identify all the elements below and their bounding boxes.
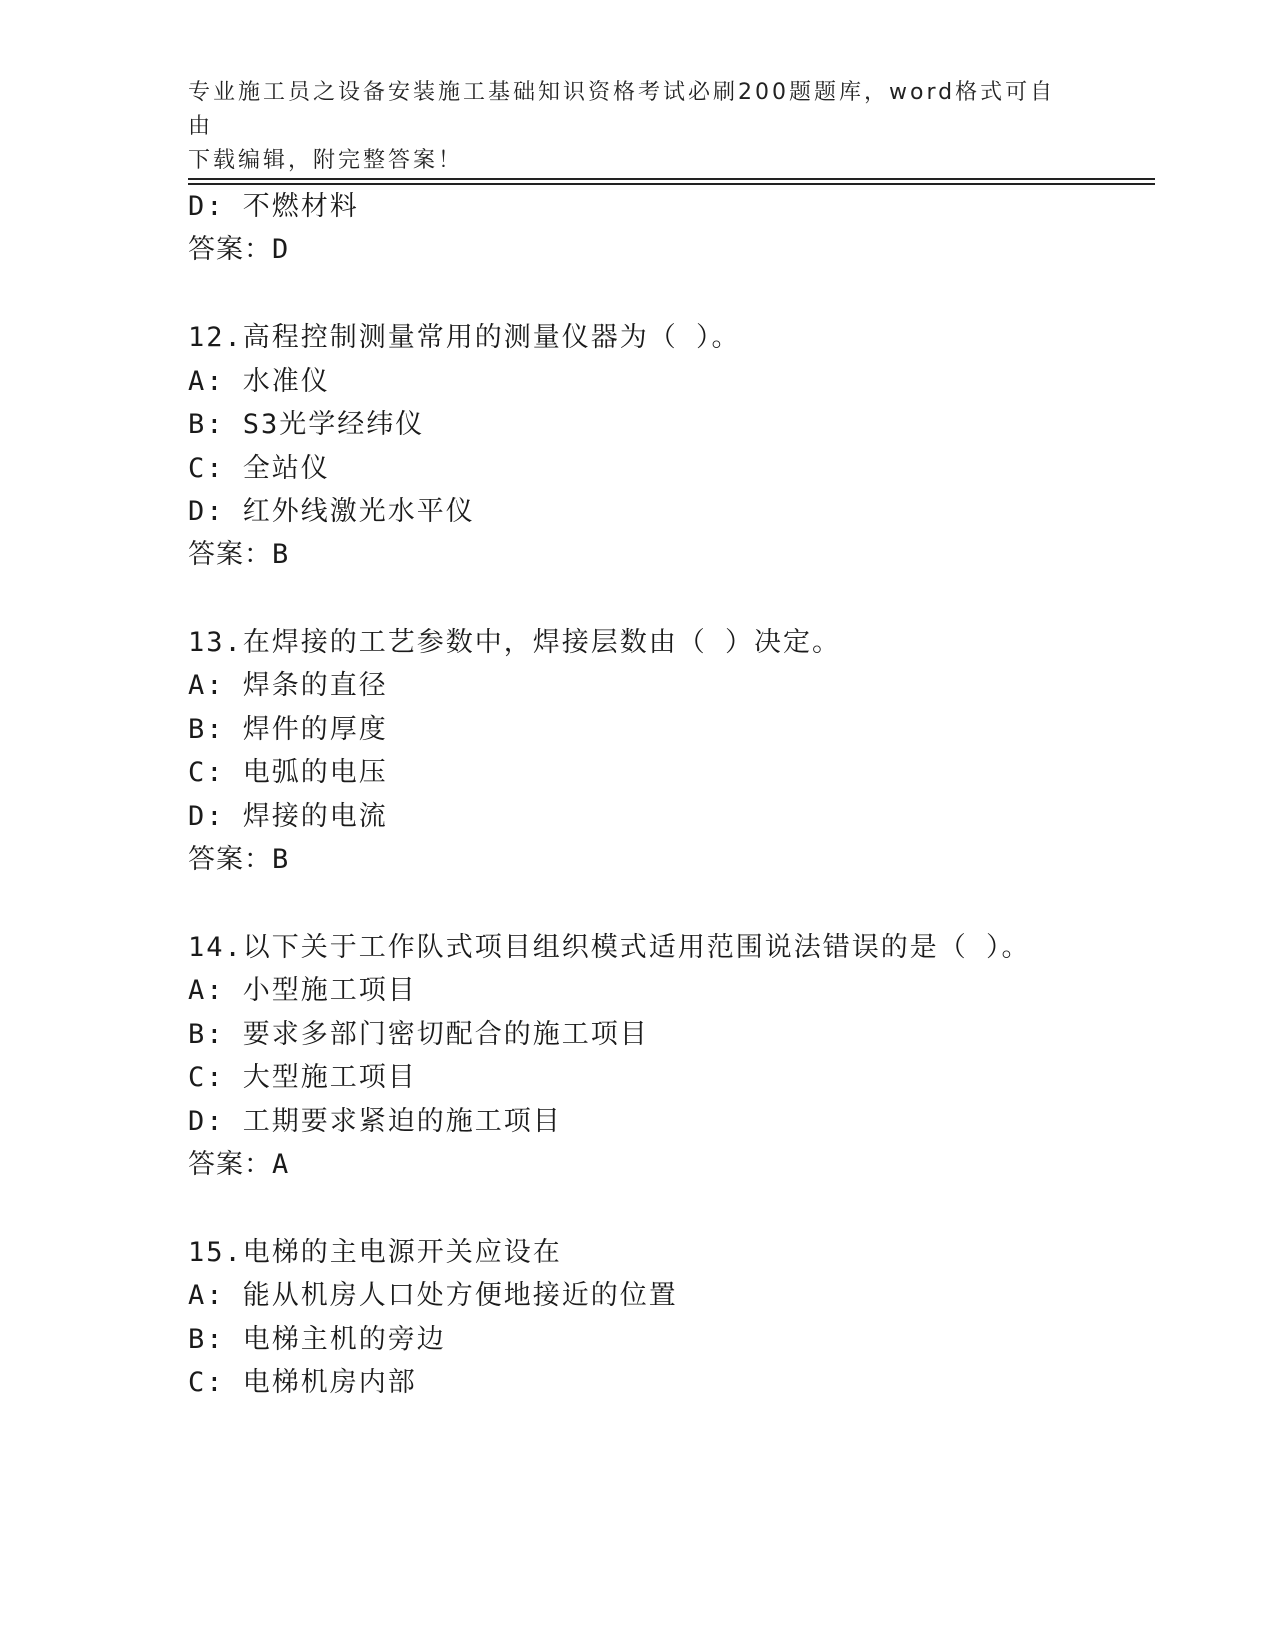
- question-13-option-c: C: 电弧的电压: [188, 757, 388, 788]
- question-15-option-a: A: 能从机房人口处方便地接近的位置: [188, 1280, 678, 1311]
- answer-label: 答案：: [188, 844, 272, 875]
- question-12-stem: 12.高程控制测量常用的测量仪器为（ ）。: [188, 322, 741, 353]
- answer-label: 答案：: [188, 539, 272, 570]
- question-15-option-c: C: 电梯机房内部: [188, 1367, 417, 1398]
- question-12-option-b: B: S3光学经纬仪: [188, 409, 425, 440]
- header-divider-bottom: [188, 183, 1155, 185]
- answer-value: D: [272, 234, 290, 265]
- answer-label: 答案：: [188, 1149, 272, 1180]
- question-13-answer: [188, 843, 289, 877]
- answer-value: B: [272, 844, 290, 875]
- document-header: [188, 76, 1078, 178]
- question-13-option-d: D: 焊接的电流: [188, 801, 388, 832]
- header-line-2: 下载编辑，附完整答案！: [188, 148, 464, 173]
- question-12-answer: [188, 538, 289, 572]
- question-15-stem: 15.电梯的主电源开关应设在: [188, 1237, 562, 1268]
- question-12-option-a: A: 水准仪: [188, 366, 330, 397]
- header-divider-top: [188, 178, 1155, 180]
- prev-answer: [188, 233, 289, 267]
- header-line-1: 专业施工员之设备安装施工基础知识资格考试必刷200题题库，word格式可自由: [188, 80, 1056, 139]
- question-14-option-a: A: 小型施工项目: [188, 975, 417, 1006]
- question-12-option-d: D: 红外线激光水平仪: [188, 496, 475, 527]
- question-13-option-b: B: 焊件的厚度: [188, 714, 388, 745]
- answer-value: A: [272, 1149, 290, 1180]
- question-14-option-c: C: 大型施工项目: [188, 1062, 417, 1093]
- question-14-option-d: D: 工期要求紧迫的施工项目: [188, 1106, 562, 1137]
- answer-label: 答案：: [188, 234, 272, 265]
- prev-option-d: D: 不燃材料: [188, 191, 359, 222]
- question-14-option-b: B: 要求多部门密切配合的施工项目: [188, 1019, 649, 1050]
- question-13-stem: 13.在焊接的工艺参数中，焊接层数由（ ）决定。: [188, 627, 842, 658]
- question-15-option-b: B: 电梯主机的旁边: [188, 1324, 446, 1355]
- answer-value: B: [272, 539, 290, 570]
- question-13-option-a: A: 焊条的直径: [188, 670, 388, 701]
- question-12-option-c: C: 全站仪: [188, 453, 330, 484]
- question-14-answer: [188, 1148, 289, 1182]
- question-14-stem: 14.以下关于工作队式项目组织模式适用范围说法错误的是（ ）。: [188, 932, 1031, 963]
